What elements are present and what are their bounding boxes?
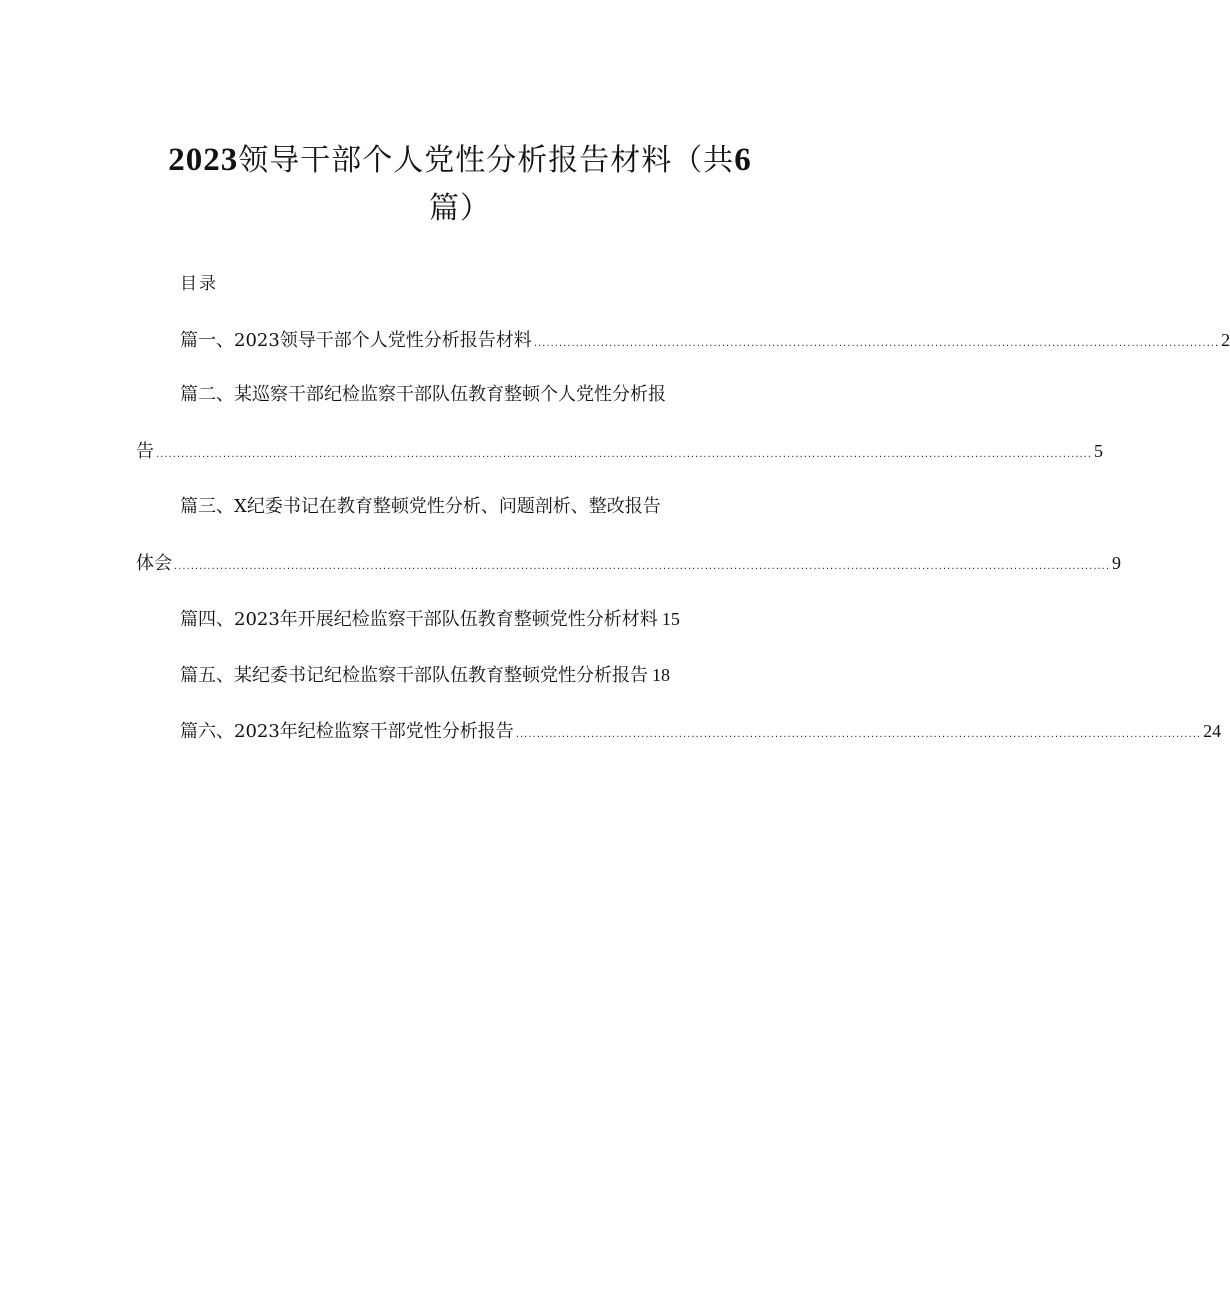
toc-entry-3-line2[interactable] <box>136 549 1122 581</box>
toc-heading: 目录 <box>180 274 218 294</box>
toc-entry-1[interactable] <box>180 326 1230 358</box>
dot-leader: .................................................................................................................................................................... <box>515 729 1202 740</box>
toc-entry-text: 体会 <box>136 553 172 574</box>
dot-leader: .................................................................................................................................................................... <box>533 338 1220 349</box>
toc-entry-3-line1[interactable] <box>180 493 780 521</box>
title-count: 6 <box>734 142 752 178</box>
title-text-line2: 篇） <box>429 191 491 226</box>
toc-entry-5[interactable] <box>180 661 780 690</box>
toc-page-number: 9 <box>1112 553 1122 573</box>
toc-entry-text: 篇六、2023年纪检监察干部党性分析报告 <box>180 721 514 742</box>
toc-entry-2-line2[interactable] <box>136 437 1104 469</box>
toc-page-number: 15 <box>661 609 680 629</box>
toc-entry-4[interactable] <box>180 605 780 634</box>
document-title <box>130 136 790 233</box>
toc-page-number: 2 <box>1221 330 1230 350</box>
toc-entry-text: 篇二、某巡察干部纪检监察干部队伍教育整顿个人党性分析报 <box>180 384 666 405</box>
title-text-line1: 领导干部个人党性分析报告材料（共 <box>238 143 735 178</box>
toc-page-number: 5 <box>1094 441 1104 461</box>
toc-page-number: 18 <box>652 665 670 685</box>
dot-leader: ................................................................................................................................................................................................................................ <box>174 561 1111 572</box>
toc-page-number: 24 <box>1203 721 1222 741</box>
toc-entry-2-line1[interactable] <box>180 381 780 409</box>
toc-entry-text: 篇五、某纪委书记纪检监察干部队伍教育整顿党性分析报告 <box>180 665 648 686</box>
title-year: 2023 <box>168 142 239 178</box>
dot-leader: ................................................................................................................................................................................................................................ <box>156 449 1093 460</box>
toc-entry-6[interactable] <box>180 717 1222 749</box>
toc-entry-text: 篇一、2023领导干部个人党性分析报告材料 <box>180 330 532 351</box>
toc-entry-text: 篇三、X纪委书记在教育整顿党性分析、问题剖析、整改报告 <box>180 496 661 517</box>
toc-entry-text: 告 <box>136 441 154 462</box>
toc-entry-text: 篇四、2023年开展纪检监察干部队伍教育整顿党性分析材料 <box>180 609 658 630</box>
